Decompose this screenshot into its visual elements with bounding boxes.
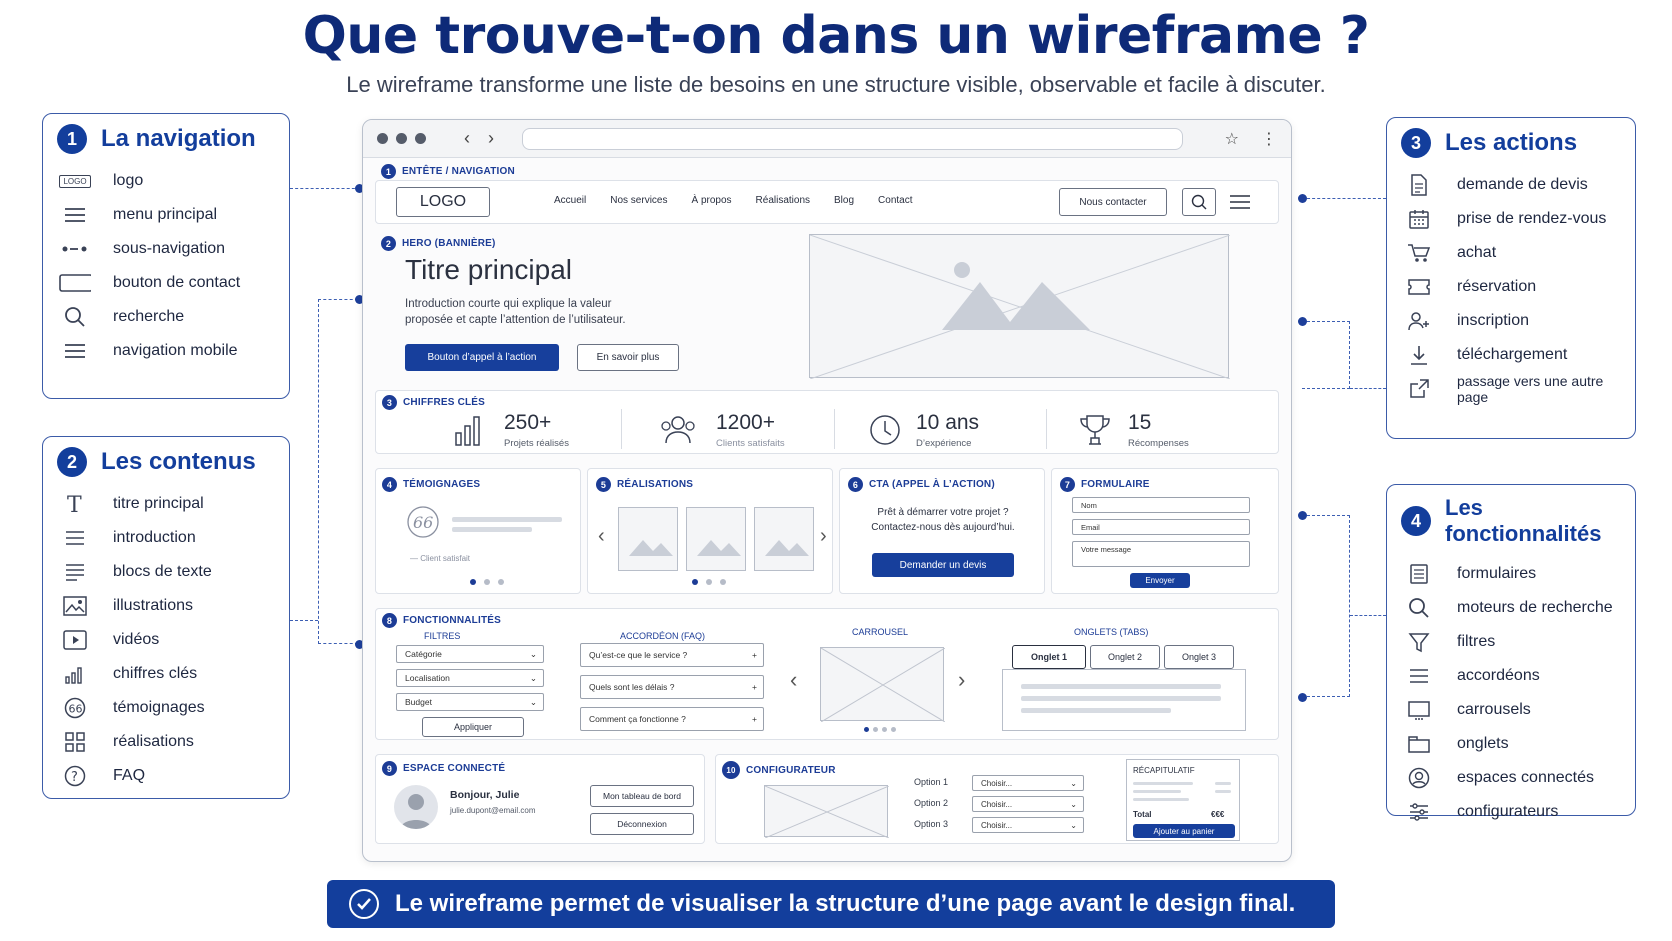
conclusion-banner [327, 880, 1335, 928]
button-icon [59, 274, 91, 292]
message-field[interactable]: Votre message [1072, 541, 1250, 567]
add-user-icon [1403, 310, 1435, 332]
dashboard-button[interactable]: Mon tableau de bord [590, 785, 694, 807]
contenus-panel [42, 436, 290, 799]
chevron-down-icon: ⌄ [1070, 799, 1077, 809]
secondary-cta-button[interactable]: En savoir plus [577, 344, 679, 371]
tab-2[interactable]: Onglet 2 [1090, 645, 1160, 669]
list-item: navigation mobile [59, 334, 275, 368]
stat-item [446, 411, 626, 451]
connector-line [1350, 615, 1386, 616]
cart-icon [1403, 242, 1435, 264]
total-value: €€€ [1211, 810, 1225, 819]
primary-cta-button[interactable]: Bouton d’appel à l’action [405, 344, 559, 371]
list-item: réservation [1403, 270, 1621, 304]
thumbnail[interactable] [686, 507, 746, 571]
users-icon [658, 413, 698, 447]
panel-title: Les contenus [101, 448, 256, 475]
quote-icon [59, 697, 91, 719]
window-dot[interactable] [377, 133, 388, 144]
connector-line [1302, 198, 1386, 199]
connector-line [1350, 388, 1386, 389]
carousel-next-icon[interactable]: › [958, 667, 966, 692]
intro-icon [59, 530, 91, 546]
bar-chart-icon [59, 664, 91, 684]
option-select[interactable]: Choisir... ⌄ [972, 796, 1084, 812]
actions-panel [1386, 117, 1636, 439]
filters-label: FILTRES [424, 631, 461, 641]
stat-item [658, 411, 838, 451]
grid-icon [59, 731, 91, 753]
stats-section [375, 390, 1279, 454]
trophy-icon [1078, 413, 1112, 447]
plus-icon: + [752, 714, 757, 724]
section-label: 8 FONCTIONNALITÉS [382, 613, 501, 628]
section-label: 6 CTA (APPEL À L’ACTION) [848, 477, 995, 492]
search-icon [59, 306, 91, 328]
contact-button[interactable]: Nous contacter [1059, 188, 1167, 216]
list-item: menu principal [59, 198, 275, 232]
section-label: 9 ESPACE CONNECTÉ [382, 761, 505, 776]
svg-text:T: T [67, 493, 82, 515]
search-icon [1403, 597, 1435, 619]
hero-title: Titre principal [405, 254, 573, 285]
header-section [375, 180, 1279, 224]
avatar [394, 785, 438, 829]
logout-button[interactable]: Déconnexion [590, 813, 694, 835]
image-icon [59, 596, 91, 616]
connector-line [318, 299, 358, 644]
connector-dot [1298, 511, 1307, 520]
nav-link[interactable]: Contact [878, 195, 913, 206]
pagination-dots[interactable] [470, 579, 504, 585]
window-dot[interactable] [415, 133, 426, 144]
connector-dot [1298, 693, 1307, 702]
nav-link[interactable]: Nos services [610, 195, 668, 206]
form-icon [1403, 563, 1435, 585]
accordion-icon [1403, 668, 1435, 684]
list-item: LOGO logo [59, 164, 275, 198]
nav-link[interactable]: Accueil [554, 195, 587, 206]
nav-link[interactable]: Blog [834, 195, 855, 206]
hamburger-icon [59, 342, 91, 360]
carousel-label: CARROUSEL [852, 627, 909, 637]
chevron-down-icon: ⌄ [1070, 778, 1077, 788]
star-icon[interactable]: ☆ [1224, 130, 1239, 148]
budget-select[interactable]: Budget ⌄ [396, 693, 544, 711]
list-item: blocs de texte [59, 555, 275, 589]
tab-1[interactable]: Onglet 1 [1012, 645, 1086, 669]
pagination-dots[interactable] [864, 727, 896, 732]
user-circle-icon [1403, 767, 1435, 789]
connector-line [290, 620, 318, 621]
list-item: bouton de contact [59, 266, 275, 300]
stat-value: 1200+ [716, 411, 775, 434]
chevron-down-icon: ⌄ [529, 648, 537, 659]
hamburger-icon[interactable] [1228, 193, 1252, 216]
stat-value: 15 [1128, 411, 1152, 434]
video-icon [59, 630, 91, 650]
tabs-icon [1403, 734, 1435, 754]
logo-placeholder[interactable]: LOGO [396, 187, 490, 217]
list-item: prise de rendez-vous [1403, 202, 1621, 236]
list-item: T titre principal [59, 487, 275, 521]
title-icon [59, 493, 91, 515]
features-section [375, 608, 1279, 740]
cta-section [839, 468, 1045, 594]
panel-number: 2 [57, 447, 87, 477]
menu-icon [59, 206, 91, 224]
option-label: Option 2 [914, 798, 949, 808]
tab-3[interactable]: Onglet 3 [1164, 645, 1234, 669]
faq-label: ACCORDÉON (FAQ) [620, 631, 706, 641]
chevron-down-icon: ⌄ [529, 696, 537, 707]
forward-arrow-icon[interactable]: › [488, 128, 494, 148]
faq-item[interactable]: Qu’est-ce que le service ? + [580, 643, 764, 667]
stat-value: 10 ans [916, 411, 980, 434]
list-item: réalisations [59, 725, 275, 759]
section-label: 7 FORMULAIRE [1060, 477, 1150, 492]
chevron-down-icon: ⌄ [1070, 820, 1077, 830]
plus-icon: + [752, 682, 757, 692]
testimonial-author: — Client satisfait [410, 554, 471, 563]
testimonials-section [375, 468, 581, 594]
page-title: Que trouve-t-on dans un wireframe ? [302, 6, 1370, 66]
list-item: introduction [59, 521, 275, 555]
pagination-dots[interactable] [692, 579, 726, 585]
list-item: 66 témoignages [59, 691, 275, 725]
section-label: 5 RÉALISATIONS [596, 477, 693, 492]
carousel-prev-icon[interactable]: ‹ [598, 525, 605, 547]
search-icon[interactable] [1182, 188, 1216, 216]
section-label: 1 ENTÊTE / NAVIGATION [381, 164, 515, 179]
text-block-icon [59, 563, 91, 581]
option-select[interactable]: Choisir... ⌄ [972, 817, 1084, 833]
thumbnail[interactable] [754, 507, 814, 571]
tab-panel [1002, 669, 1246, 731]
thumbnail[interactable] [618, 507, 678, 571]
list-item: formulaires [1403, 557, 1621, 591]
list-item: passage vers une autre page [1403, 372, 1621, 406]
list-item: sous-navigation [59, 232, 275, 266]
apply-filters-button[interactable]: Appliquer [422, 717, 524, 737]
form-section [1051, 468, 1279, 594]
list-item: configurateurs [1403, 795, 1621, 829]
fonctionnalites-panel [1386, 484, 1636, 820]
connector-line [1302, 321, 1350, 389]
nav-link[interactable]: À propos [691, 195, 732, 206]
list-item: achat [1403, 236, 1621, 270]
plus-icon: + [752, 650, 757, 660]
external-link-icon [1403, 378, 1435, 400]
document-icon [1403, 174, 1435, 196]
list-item: ? FAQ [59, 759, 275, 793]
summary-title: RÉCAPITULATIF [1133, 766, 1195, 775]
stat-value: 250+ [504, 411, 552, 434]
list-item: demande de devis [1403, 168, 1621, 202]
back-arrow-icon[interactable]: ‹ [464, 128, 470, 148]
clock-icon [868, 413, 902, 447]
submit-button[interactable]: Envoyer [1130, 573, 1190, 588]
user-email: julie.dupont@email.com [450, 806, 536, 815]
sliders-icon [1403, 802, 1435, 822]
ticket-icon [1403, 277, 1435, 297]
section-label: 3 CHIFFRES CLÉS [382, 395, 485, 410]
svg-text:?: ? [71, 770, 78, 785]
quote-icon [406, 505, 440, 539]
add-to-cart-button[interactable]: Ajouter au panier [1133, 824, 1235, 838]
hero-intro: Introduction courte qui explique la valeur proposée et capte l’attention de l’utilisateur. [405, 298, 626, 326]
email-field[interactable]: Email [1072, 519, 1250, 535]
order-summary [1126, 759, 1240, 841]
banner-text: Le wireframe permet de visualiser la structure d’une page avant le design final. [395, 890, 1296, 917]
location-select[interactable]: Localisation ⌄ [396, 669, 544, 687]
carousel-next-icon[interactable]: › [820, 525, 827, 547]
browser-toolbar [363, 120, 1291, 158]
logo-icon: LOGO [59, 175, 91, 188]
calendar-icon [1403, 208, 1435, 230]
faq-item[interactable]: Quels sont les délais ? + [580, 675, 764, 699]
list-item: inscription [1403, 304, 1621, 338]
question-icon [59, 765, 91, 787]
stat-caption: Projets réalisés [504, 438, 569, 449]
carousel-slide [820, 647, 944, 721]
list-item: carrousels [1403, 693, 1621, 727]
stat-caption: Récompenses [1128, 438, 1189, 449]
section-label: 2 HERO (BANNIÈRE) [381, 236, 496, 251]
panel-number: 1 [57, 124, 87, 154]
panel-title: Les fonctionnalités [1445, 495, 1602, 546]
option-select[interactable]: Choisir... ⌄ [972, 775, 1084, 791]
download-icon [1403, 344, 1435, 366]
panel-title: Les actions [1445, 129, 1578, 156]
realisations-section [587, 468, 833, 594]
connector-dot [1298, 194, 1307, 203]
subnav-icon [59, 244, 91, 254]
more-icon[interactable]: ⋮ [1261, 130, 1277, 148]
connector-dot [1298, 317, 1307, 326]
list-item: illustrations [59, 589, 275, 623]
panel-number: 4 [1401, 506, 1431, 536]
option-label: Option 3 [914, 819, 949, 829]
connector-line [1302, 515, 1350, 697]
bar-chart-icon [454, 413, 484, 447]
svg-text:66: 66 [413, 513, 434, 532]
section-label: 10 CONFIGURATEUR [722, 761, 836, 779]
filter-icon [1403, 631, 1435, 653]
check-circle-icon [349, 889, 379, 919]
carousel-icon [1403, 700, 1435, 720]
list-item: moteurs de recherche [1403, 591, 1621, 625]
configurator-section [715, 754, 1279, 844]
carousel-prev-icon[interactable]: ‹ [790, 667, 798, 692]
list-item: filtres [1403, 625, 1621, 659]
hero-section [375, 230, 1279, 380]
list-item: accordéons [1403, 659, 1621, 693]
cta-text: Prêt à démarrer votre projet ? Contactez-nous dès aujourd’hui. [871, 507, 1015, 533]
navigation-panel [42, 113, 290, 399]
list-item: vidéos [59, 623, 275, 657]
name-field[interactable]: Nom [1072, 497, 1250, 513]
faq-item[interactable]: Comment ça fonctionne ? + [580, 707, 764, 731]
tabs-label: ONGLETS (TABS) [1074, 627, 1149, 637]
chevron-down-icon: ⌄ [529, 672, 537, 683]
nav-link[interactable]: Réalisations [755, 195, 811, 206]
stat-item [868, 411, 1048, 451]
account-section [375, 754, 705, 844]
list-item: chiffres clés [59, 657, 275, 691]
stat-item [1078, 411, 1258, 451]
address-bar[interactable] [522, 128, 1183, 150]
stat-caption: D’expérience [916, 438, 972, 449]
list-item: téléchargement [1403, 338, 1621, 372]
total-label: Total [1133, 810, 1152, 819]
quote-request-button[interactable]: Demander un devis [872, 553, 1014, 577]
list-item: recherche [59, 300, 275, 334]
browser-window [362, 119, 1292, 862]
user-greeting: Bonjour, Julie [450, 789, 520, 801]
window-dot[interactable] [396, 133, 407, 144]
svg-text:66: 66 [68, 702, 83, 716]
list-item: espaces connectés [1403, 761, 1621, 795]
connector-line [290, 188, 360, 189]
panel-title: La navigation [101, 125, 256, 152]
page-subtitle: Le wireframe transforme une liste de besoins en une structure visible, observable et facile à discuter. [346, 72, 1326, 97]
category-select[interactable]: Catégorie ⌄ [396, 645, 544, 663]
stat-caption: Clients satisfaits [716, 438, 785, 449]
hero-image-placeholder [809, 234, 1229, 378]
option-label: Option 1 [914, 777, 949, 787]
section-label: 4 TÉMOIGNAGES [382, 477, 480, 492]
product-preview [764, 785, 888, 837]
panel-number: 3 [1401, 128, 1431, 158]
list-item: onglets [1403, 727, 1621, 761]
